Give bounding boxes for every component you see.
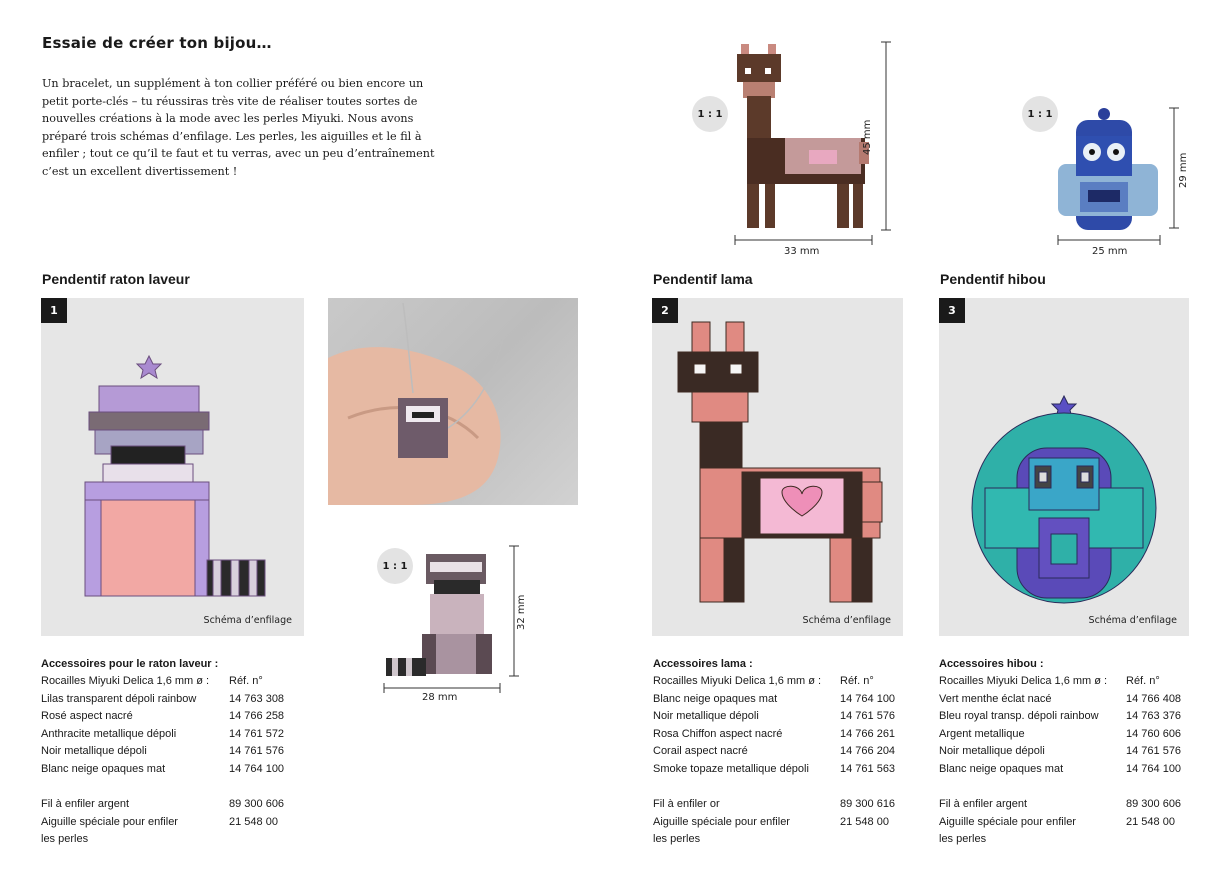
table-row: les perles — [653, 833, 701, 846]
table-row: Rocailles Miyuki Delica 1,6 mm ø : Réf. n° — [653, 675, 874, 687]
table-row: Rosa Chiffon aspect nacré 14 766 261 — [653, 727, 896, 740]
owl-bead-pattern — [939, 298, 1189, 636]
owl-width-label: 25 mm — [1092, 246, 1128, 257]
raccoon-title: Pendentif raton laveur — [42, 271, 190, 287]
raccoon-mini-figure — [386, 554, 492, 676]
table-row: Bleu royal transp. dépoli rainbow 14 763 376 — [939, 710, 1182, 723]
owl-height-label: 29 mm — [1178, 152, 1189, 188]
intro-title: Essaie de créer ton bijou… — [42, 34, 272, 52]
llama-title: Pendentif lama — [653, 271, 753, 287]
owl-accessories-table — [939, 675, 1181, 851]
owl-accessories-title: Accessoires hibou : — [939, 658, 1044, 670]
llama-height-label: 45 mm — [862, 119, 873, 155]
llama-schema-label: Schéma d’enfilage — [802, 615, 891, 626]
raccoon-number-badge: 1 — [41, 298, 67, 323]
table-row: Noir metallique dépoli 14 761 576 — [653, 710, 896, 723]
table-row: les perles — [41, 833, 89, 846]
table-row: Anthracite metallique dépoli 14 761 572 — [41, 727, 285, 740]
llama-bead-pattern — [652, 298, 903, 636]
raccoon-scale-badge: 1 : 1 — [377, 548, 413, 584]
raccoon-accessories-table — [41, 675, 284, 851]
table-row: Fil à enfiler argent 89 300 606 — [939, 798, 1182, 811]
table-row: Aiguille spéciale pour enfiler 21 548 00 — [653, 815, 889, 828]
table-row: les perles — [939, 833, 987, 846]
raccoon-height-label: 32 mm — [516, 594, 527, 630]
llama-schema-panel — [652, 298, 903, 636]
raccoon-photo — [328, 298, 578, 505]
table-row: Noir metallique dépoli 14 761 576 — [41, 745, 285, 758]
owl-schema-label: Schéma d’enfilage — [1088, 615, 1177, 626]
llama-accessories-title: Accessoires lama : — [653, 658, 753, 670]
llama-mini-figure — [737, 44, 869, 228]
raccoon-schema-panel — [41, 298, 304, 636]
table-row: Rocailles Miyuki Delica 1,6 mm ø : Réf. n° — [41, 675, 263, 687]
llama-accessories-table — [653, 675, 895, 851]
llama-actual-size — [725, 38, 920, 263]
llama-scale-badge: 1 : 1 — [692, 96, 728, 132]
owl-title: Pendentif hibou — [940, 271, 1046, 287]
table-row: Fil à enfiler argent 89 300 606 — [41, 798, 285, 811]
raccoon-bead-pattern — [41, 298, 304, 636]
raccoon-actual-size — [376, 540, 526, 695]
raccoon-accessories-title: Accessoires pour le raton laveur : — [41, 658, 219, 670]
table-row: Aiguille spéciale pour enfiler 21 548 00 — [41, 815, 278, 828]
table-row: Rocailles Miyuki Delica 1,6 mm ø : Réf. n° — [939, 675, 1160, 687]
table-row: Rosé aspect nacré 14 766 258 — [41, 710, 285, 723]
table-row: Blanc neige opaques mat 14 764 100 — [41, 762, 285, 775]
owl-scale-badge: 1 : 1 — [1022, 96, 1058, 132]
raccoon-schema-label: Schéma d’enfilage — [203, 615, 292, 626]
llama-number-badge: 2 — [652, 298, 678, 323]
table-row: Lilas transparent dépoli rainbow 14 763 308 — [41, 692, 285, 705]
table-row: Argent metallique 14 760 606 — [939, 727, 1182, 740]
hand-with-pendant — [328, 298, 578, 505]
table-row: Vert menthe éclat nacé 14 766 408 — [939, 692, 1182, 705]
owl-schema-panel — [939, 298, 1189, 636]
table-row: Fil à enfiler or 89 300 616 — [653, 798, 896, 811]
table-row: Smoke topaze metallique dépoli 14 761 563 — [653, 762, 896, 775]
llama-width-label: 33 mm — [784, 246, 820, 257]
owl-mini-figure — [1058, 108, 1158, 230]
raccoon-width-label: 28 mm — [422, 692, 458, 703]
table-row: Noir metallique dépoli 14 761 576 — [939, 745, 1182, 758]
owl-number-badge: 3 — [939, 298, 965, 323]
intro-text: Un bracelet, un supplément à ton collier préféré ou bien encore un petit porte-clés – tu réussiras très vite de réaliser toutes sortes de nouvelles créations à la mode avec les perles Miyuki. Nous avons préparé trois schémas d’enfilage. Les perles, les aiguilles et le fil à enfiler ; tout ce qu’il te faut et tu verras, avec un peu d’entraînement c’est un excellent divertissement ! — [42, 77, 435, 178]
table-row: Blanc neige opaques mat 14 764 100 — [939, 762, 1182, 775]
table-row: Corail aspect nacré 14 766 204 — [653, 745, 896, 758]
table-row: Aiguille spéciale pour enfiler 21 548 00 — [939, 815, 1175, 828]
table-row: Blanc neige opaques mat 14 764 100 — [653, 692, 896, 705]
